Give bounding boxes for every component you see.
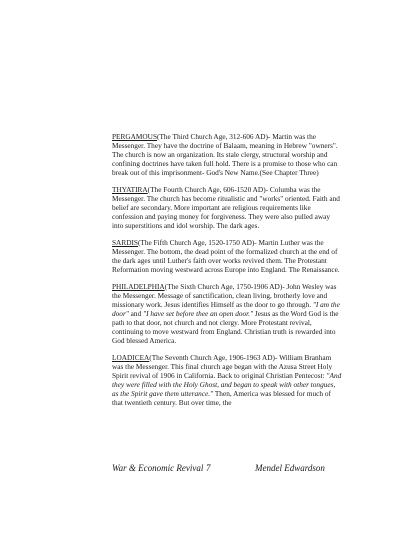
entry-text: (The Fifth Church Age, 1520-1750 AD)- Martin Luther was the Messenger. The bottom, the dead point of the formalized church at the end of the dark ages until Luther's faith over works revived them. The Protestant Reformation moving westward across Europe into England. The Renaissance. [112, 238, 340, 274]
entry-pergamous [112, 132, 342, 177]
entry-text: (The Seventh Church Age, 1906-1963 AD)- William Branham was the Messenger. This final church age began with the Azusa Street Holy Spirit revival of 1906 in California. Back to original Christian Pentecost: [112, 353, 333, 380]
entry-term: PHILADELPHIA [112, 282, 165, 291]
entry-text: Then, America was blessed for much of that twentieth century. But over time, the [112, 389, 331, 407]
entry-sardis [112, 238, 342, 274]
footer-author: Mendel Edwardson [255, 463, 325, 473]
entry-text: (The Third Church Age, 312-606 AD)- Martin was the Messenger. They have the doctrine of Balaam, meaning in Hebrew "owners". The church is now an organization. Its stale clergy, structural worship and confining doctrines have taken full hold. There is a promise to those who can break out of this imprisonment- God's New Name.(See Chapter Three) [112, 132, 338, 177]
entry-loadicea [112, 353, 342, 407]
entry-term: THYATIRA [112, 185, 148, 194]
entry-term: LOADICEA [112, 353, 150, 362]
scripture-quote: "I have set before thee an open door." [143, 309, 254, 318]
scripture-quote: "I am the door" [112, 300, 340, 318]
footer-page-number: 7 [206, 463, 211, 473]
document-body [112, 132, 342, 415]
entry-text: and [128, 309, 144, 318]
entry-text: Jesus as the Word God is the path to that door, not church and not clergy. More Protestant revival, continuing to move westward from England. Christian truth is rewarded into God blessed America. [112, 309, 339, 345]
entry-text: (The Sixth Church Age, 1750-1906 AD)- John Wesley was the Messenger. Message of sanctification, clean living, brotherly love and missionary work. Jesus identifies Himself as the door to go through. [112, 282, 337, 309]
entry-philadelphia [112, 282, 342, 345]
entry-text: (The Fourth Church Age, 606-1520 AD)- Columba was the Messenger. The church has become ritualistic and "works" oriented. Faith and belief are secondary. More important are religious requirements like confession and paying money for forgiveness. They were also pulled away into superstitions and idol worship. The dark ages. [112, 185, 340, 230]
scripture-quote: "And they were filled with the Holy Ghost, and began to speak with other tongues, as the Spirit gave them utterance." [112, 371, 342, 398]
entry-thyatira [112, 185, 342, 230]
entry-term: SARDIS [112, 238, 138, 247]
entry-term: PERGAMOUS [112, 132, 158, 141]
footer-book-title: War & Economic Revival [112, 463, 204, 473]
